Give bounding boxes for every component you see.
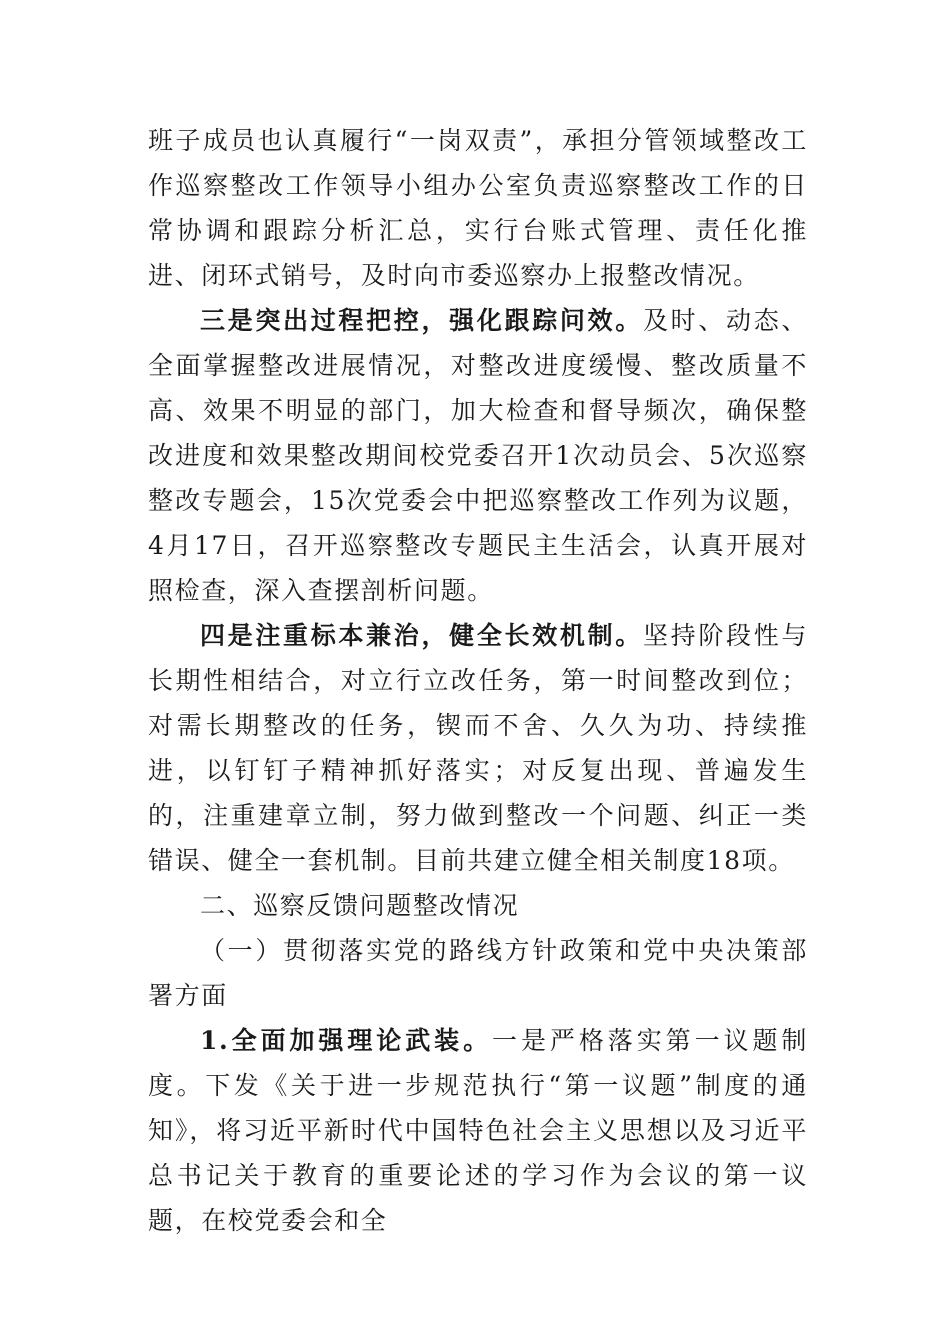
paragraph-text: 班子成员也认真履行“一岗双责”，承担分管领域整改工作巡察整改工作领导小组办公室负责巡察整改工作的日常协调和跟踪分析汇总，实行台账式管理、责任化推进、闭环式销号，及时向市委巡察办上报整改情况。 xyxy=(148,126,808,290)
paragraph-lead: 四是注重标本兼治，健全长效机制。 xyxy=(200,621,643,650)
paragraph-long-term-mechanism xyxy=(148,613,808,883)
document-body xyxy=(148,118,808,1243)
paragraph-text: 一是严格落实第一议题制度。下发《关于进一步规范执行“第一议题”制度的通知》，将习近平新时代中国特色社会主义思想以及习近平总书记关于教育的重要论述的学习作为会议的第一议题，在校党委会和全 xyxy=(148,1026,808,1235)
subsection-heading: （一）贯彻落实党的路线方针政策和党中央决策部署方面 xyxy=(148,936,808,1010)
paragraph-process-control xyxy=(148,298,808,613)
paragraph-text: 及时、动态、全面掌握整改进展情况，对整改进度缓慢、整改质量不高、效果不明显的部门，加大检查和督导频次，确保整改进度和效果整改期间校党委召开1次动员会、5次巡察整改专题会，15次党委会中把巡察整改工作列为议题，4月17日，召开巡察整改专题民主生活会，认真开展对照检查，深入查摆剖析问题。 xyxy=(148,306,808,605)
paragraph-responsibility xyxy=(148,118,808,298)
section-heading: 二、巡察反馈问题整改情况 xyxy=(200,891,520,920)
paragraph-text: 坚持阶段性与长期性相结合，对立行立改任务，第一时间整改到位；对需长期整改的任务，锲而不舍、久久为功、持续推进，以钉钉子精神抓好落实；对反复出现、普遍发生的，注重建章立制，努力做到整改一个问题、纠正一类错误、健全一套机制。目前共建立健全相关制度18项。 xyxy=(148,621,808,875)
paragraph-theory-study xyxy=(148,1018,808,1243)
paragraph-lead: 三是突出过程把控，强化跟踪问效。 xyxy=(200,306,643,335)
paragraph-lead: 1.全面加强理论武装。 xyxy=(200,1026,493,1055)
